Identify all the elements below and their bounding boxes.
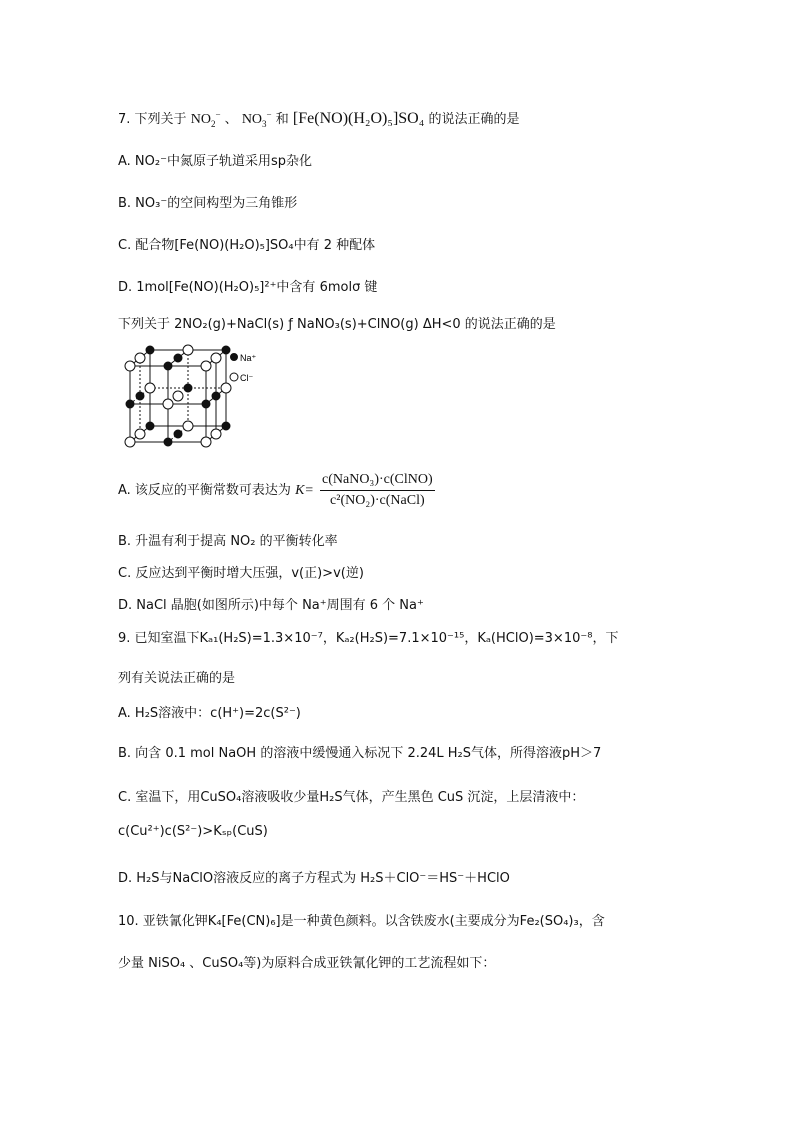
q8-option-d: D. NaCl 晶胞(如图所示)中每个 Na⁺周围有 6 个 Na⁺ [118, 598, 424, 613]
q7-option-c: C. 配合物[Fe(NO)(H₂O)₅]SO₄中有 2 种配体 [118, 238, 376, 253]
q7-option-b: B. NO₃⁻的空间构型为三角锥形 [118, 196, 298, 211]
q9-option-a: A. H₂S溶液中：c(H⁺)=2c(S²⁻) [118, 706, 301, 721]
q8-option-c: C. 反应达到平衡时增大压强，v(正)>v(逆) [118, 566, 364, 581]
q8-option-a: A. 该反应的平衡常数可表达为 K= $\frac{\text{c(NaNO₃)·c(ClNO)}}{\text{c²(NO₂)·c(NaCl)}}$ [118, 472, 433, 508]
q9-stem-line1: 9. 已知室温下Kₐ₁(H₂S)=1.3×10⁻⁷，Kₐ₂(H₂S)=7.1×10⁻¹⁵，Kₐ(HClO)=3×10⁻⁸，下 [118, 631, 619, 646]
q7-no3: $NO_3^-$ [241, 109, 272, 129]
q10-stem-line1: 10. 亚铁氰化钾K₄[Fe(CN)₆]是一种黄色颜料。以含铁废水(主要成分为Fe₂(SO₄)₃，含 [118, 914, 605, 929]
equilibrium-constant-fraction: $\frac{\text{c(NaNO₃)·c(ClNO)}}{\text{c²(NO₂)·c(NaCl)}}$ [322, 472, 433, 508]
q8-stem: 下列关于 2NO₂(g)+NaCl(s) ƒ NaNO₃(s)+ClNO(g) ΔH<0 的说法正确的是 [118, 317, 556, 332]
legend-na-label: Na⁺ [240, 353, 257, 363]
q7-option-a: A. NO₂⁻中氮原子轨道采用sp杂化 [118, 154, 312, 169]
legend-cl-label: Cl⁻ [240, 373, 254, 383]
q7-no2: $NO_2^-$ [190, 109, 221, 129]
q9-option-d: D. H₂S与NaClO溶液反应的离子方程式为 H₂S＋ClO⁻＝HS⁻＋HClO [118, 871, 510, 886]
q9-option-c-line1: C. 室温下，用CuSO₄溶液吸收少量H₂S气体，产生黑色 CuS 沉淀，上层清液中： [118, 790, 585, 805]
q9-option-b: B. 向含 0.1 mol NaOH 的溶液中缓慢通入标况下 2.24L H₂S气体，所得溶液pH＞7 [118, 746, 602, 761]
q10-stem-line2: 少量 NiSO₄ 、CuSO₄等)为原料合成亚铁氰化钾的工艺流程如下： [118, 956, 496, 971]
q7-number: 7. [118, 112, 131, 127]
q7-pre: 下列关于 [134, 112, 187, 127]
q9-option-c-line2: c(Cu²⁺)c(S²⁻)>Kₛₚ(CuS) [118, 824, 268, 839]
q8-option-b: B. 升温有利于提高 NO₂ 的平衡转化率 [118, 534, 338, 549]
q7-complex: [Fe(NO)(H₂O)₅]SO₄ [292, 110, 425, 127]
q9-stem-line2: 列有关说法正确的是 [118, 671, 236, 686]
nacl-crystal-figure [122, 342, 267, 452]
q7-option-d: D. 1mol[Fe(NO)(H₂O)₅]²⁺中含有 6molσ 键 [118, 280, 378, 295]
q7-stem: 7. 下列关于 $NO_2^-$ 、 $NO_3^-$ 和 [Fe(NO)(H₂O)₅]SO₄ 的说法正确的是 [118, 109, 520, 129]
